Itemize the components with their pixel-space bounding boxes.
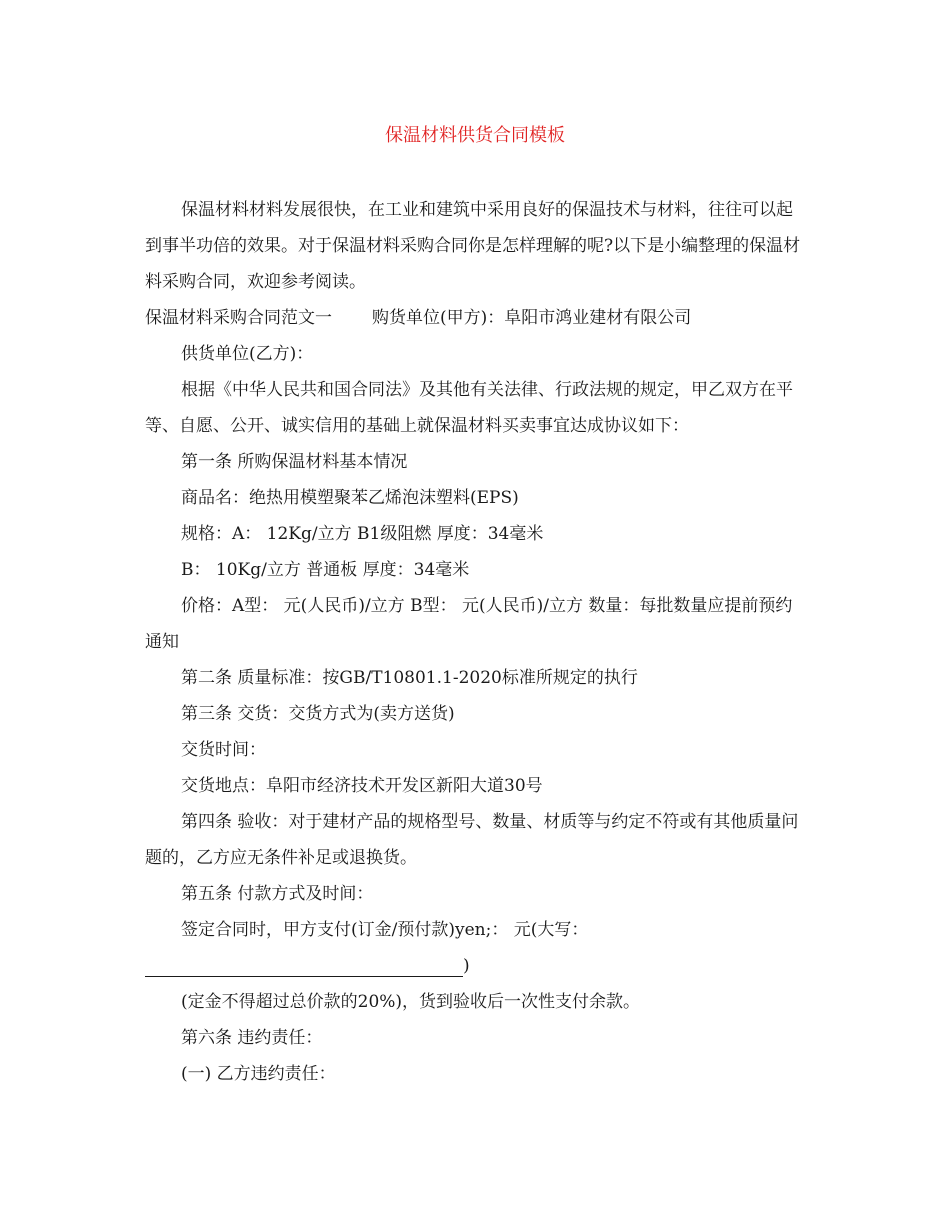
payment-line: 签定合同时，甲方支付(订金/预付款)yen;： 元(大写： [181,920,589,940]
intro-paragraph: 保温材料材料发展很快，在工业和建筑中采用良好的保温技术与材料，往往可以起到事半功倍的效果。对于保温材料采购合同你是怎样理解的呢?以下是小编整理的保温材料采购合同，欢迎参考阅读。 [145,200,801,292]
fill-in-blank [145,956,463,977]
article-1-heading: 第一条 所购保温材料基本情况 [181,452,408,472]
supplier-line: 供货单位(乙方)： [181,344,314,364]
article-3-line: 第三条 交货：交货方式为(卖方送货) [181,704,455,724]
delivery-time-line: 交货时间： [181,740,266,760]
article-5-heading: 第五条 付款方式及时间： [181,884,374,904]
deposit-note-line: (定金不得超过总价款的20%)，货到验收后一次性支付余款。 [181,992,641,1012]
sample-heading-line [145,300,805,336]
document-title: 保温材料供货合同模板 [385,125,565,146]
document-body [145,192,805,1092]
article-6-heading: 第六条 违约责任： [181,1028,323,1048]
article-2-line: 第二条 质量标准：按GB/T10801.1-2020标准所规定的执行 [181,668,638,688]
payment-close: ) [463,956,470,976]
price-paragraph: 价格：A型： 元(人民币)/立方 B型： 元(人民币)/立方 数量：每批数量应提前预约通知 [145,596,793,652]
delivery-place-line: 交货地点：阜阳市经济技术开发区新阳大道30号 [181,776,543,796]
product-name-line: 商品名：绝热用模塑聚苯乙烯泡沫塑料(EPS) [181,488,519,508]
article-4-paragraph: 第四条 验收：对于建材产品的规格型号、数量、材质等与约定不符或有其他质量问题的，乙方应无条件补足或退换货。 [145,812,799,868]
sample-heading: 保温材料采购合同范文一 [145,308,332,328]
buyer-line: 购货单位(甲方)：阜阳市鸿业建材有限公司 [372,308,692,328]
payment-blank-line [145,948,805,984]
spec-b-line: B： 10Kg/立方 普通板 厚度：34毫米 [181,560,470,580]
article-6-sub-1: (一) 乙方违约责任： [181,1064,336,1084]
basis-paragraph: 根据《中华人民共和国合同法》及其他有关法律、行政法规的规定，甲乙双方在平等、自愿、公开、诚实信用的基础上就保温材料买卖事宜达成协议如下： [145,380,793,436]
spec-a-line: 规格：A： 12Kg/立方 B1级阻燃 厚度：34毫米 [181,524,544,544]
